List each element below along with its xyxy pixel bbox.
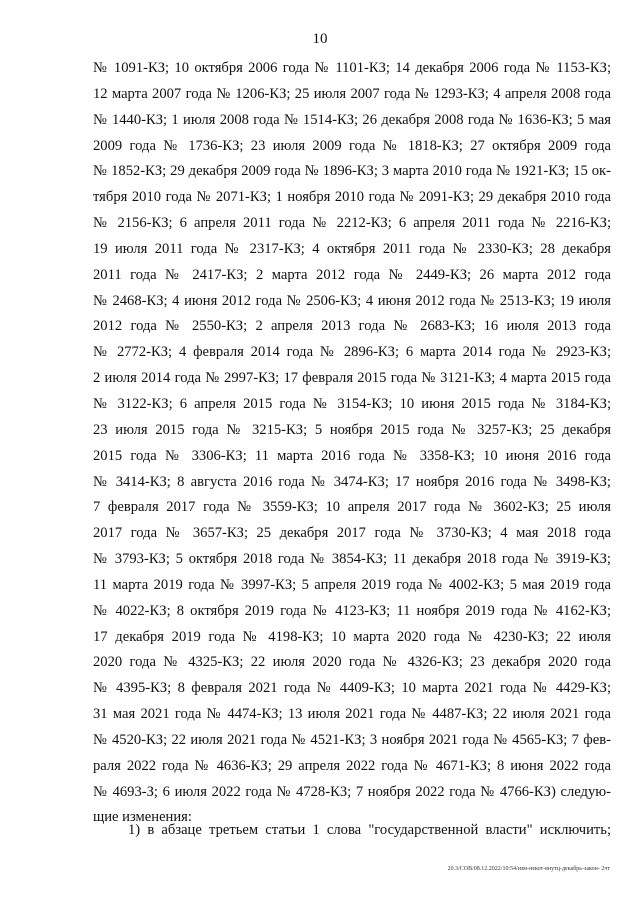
law-amendments-list <box>93 56 611 831</box>
document-footer-code: 20.3/СОВ/08.12.2022/10:54/изм-некот-внутц-декабрь-закон- 2чт <box>447 866 610 872</box>
text-line: 2015 года № 3306-КЗ; 11 марта 2016 года № 3358-КЗ; 10 июня 2016 года <box>93 447 611 464</box>
text-line: 7 февраля 2017 года № 3559-КЗ; 10 апреля 2017 года № 3602-КЗ; 25 июля <box>93 499 611 516</box>
text-line: № 1091-КЗ; 10 октября 2006 года № 1101-КЗ; 14 декабря 2006 года № 1153-КЗ; <box>93 60 611 76</box>
text-line: 17 декабря 2019 года № 4198-КЗ; 10 марта 2020 года № 4230-КЗ; 22 июля <box>93 628 611 645</box>
text-line: 2009 года № 1736-КЗ; 23 июля 2009 года № 1818-КЗ; 27 октября 2009 года <box>93 137 611 154</box>
text-line: № 4693-З; 6 июля 2022 года № 4728-КЗ; 7 ноября 2022 года № 4766-КЗ) следую- <box>93 783 611 800</box>
text-line: 31 мая 2021 года № 4474-КЗ; 13 июля 2021 года № 4487-КЗ; 22 июля 2021 года <box>93 706 611 723</box>
text-line: 11 марта 2019 года № 3997-КЗ; 5 апреля 2019 года № 4002-КЗ; 5 мая 2019 года <box>93 576 611 593</box>
text-line: № 1852-КЗ; 29 декабря 2009 года № 1896-КЗ; 3 марта 2010 года № 1921-КЗ; 15 ок- <box>93 163 611 180</box>
text-line: 12 марта 2007 года № 1206-КЗ; 25 июля 2007 года № 1293-КЗ; 4 апреля 2008 года <box>93 85 611 102</box>
text-line: 2 июля 2014 года № 2997-КЗ; 17 февраля 2015 года № 3121-КЗ; 4 марта 2015 года <box>93 370 611 387</box>
text-line: № 4395-КЗ; 8 февраля 2021 года № 4409-КЗ; 10 марта 2021 года № 4429-КЗ; <box>93 680 611 697</box>
page-number: 10 <box>312 31 328 47</box>
text-line: щие изменения: <box>93 809 192 826</box>
text-line: № 1440-КЗ; 1 июля 2008 года № 1514-КЗ; 26 декабря 2008 года № 1636-КЗ; 5 мая <box>93 111 611 128</box>
text-line: 2012 года № 2550-КЗ; 2 апреля 2013 года № 2683-КЗ; 16 июля 2013 года <box>93 318 611 335</box>
text-line: № 3414-КЗ; 8 августа 2016 года № 3474-КЗ; 17 ноября 2016 года № 3498-КЗ; <box>93 473 611 490</box>
text-line: тября 2010 года № 2071-КЗ; 1 ноября 2010 года № 2091-КЗ; 29 декабря 2010 года <box>93 189 611 206</box>
text-line: № 2156-КЗ; 6 апреля 2011 года № 2212-КЗ; 6 апреля 2011 года № 2216-КЗ; <box>93 215 611 232</box>
text-line: № 2772-КЗ; 4 февраля 2014 года № 2896-КЗ; 6 марта 2014 года № 2923-КЗ; <box>93 344 611 361</box>
text-line: раля 2022 года № 4636-КЗ; 29 апреля 2022 года № 4671-КЗ; 8 июня 2022 года <box>93 757 611 774</box>
amendment-item-1: 1) в абзаце третьем статьи 1 слова "государственной власти" исключить; <box>128 822 611 838</box>
text-line: № 3122-КЗ; 6 апреля 2015 года № 3154-КЗ; 10 июня 2015 года № 3184-КЗ; <box>93 395 611 412</box>
text-line: 2017 года № 3657-КЗ; 25 декабря 2017 года № 3730-КЗ; 4 мая 2018 года <box>93 525 611 542</box>
text-line: 19 июля 2011 года № 2317-КЗ; 4 октября 2011 года № 2330-КЗ; 28 декабря <box>93 240 611 257</box>
text-line: 23 июля 2015 года № 3215-КЗ; 5 ноября 2015 года № 3257-КЗ; 25 декабря <box>93 421 611 438</box>
text-line: 2011 года № 2417-КЗ; 2 марта 2012 года № 2449-КЗ; 26 марта 2012 года <box>93 266 611 283</box>
text-line: № 4022-КЗ; 8 октября 2019 года № 4123-КЗ; 11 ноября 2019 года № 4162-КЗ; <box>93 602 611 619</box>
text-line: 2020 года № 4325-КЗ; 22 июля 2020 года № 4326-КЗ; 23 декабря 2020 года <box>93 654 611 671</box>
text-line: № 2468-КЗ; 4 июня 2012 года № 2506-КЗ; 4 июня 2012 года № 2513-КЗ; 19 июля <box>93 292 611 309</box>
text-line: № 4520-КЗ; 22 июля 2021 года № 4521-КЗ; 3 ноября 2021 года № 4565-КЗ; 7 фев- <box>93 731 611 748</box>
text-line: № 3793-КЗ; 5 октября 2018 года № 3854-КЗ; 11 декабря 2018 года № 3919-КЗ; <box>93 551 611 568</box>
